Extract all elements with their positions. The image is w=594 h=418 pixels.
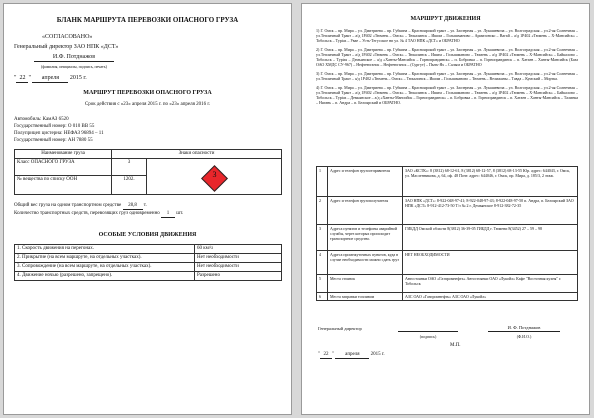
trailer-line: Полуприцеп цистерна: НЕФАЗ 96894 – 11	[14, 131, 104, 136]
special-label: 3. Сопровождение (на всем маршруте, на отдельных участках).	[15, 263, 195, 272]
special-row	[15, 254, 282, 263]
footer-day: 22	[320, 352, 332, 359]
agreed-label: «СОГЛАСОВАНО»	[42, 34, 93, 40]
info-label: Адреса промежуточных пунктов, куда в случае необходимости можно сдать груз	[328, 251, 403, 275]
vehicles-count-line	[14, 211, 183, 218]
footer-mp: М.П.	[450, 343, 461, 348]
info-row	[317, 167, 578, 197]
cargo-class-label: Класс ОПАСНОГО ГРУЗА	[15, 159, 112, 176]
footer-director: Генеральный директор	[318, 326, 362, 331]
footer-year: 2015 г.	[370, 352, 385, 357]
route-item: 3) Г. Омск – пр. Мира – ул. Дмитриева – пр. Губкина – Красноярский тракт – ул. Заозерная – ул. Лукашевича – ул. Волгоградская – ул.2-ая Солнечная – ул.Тепличный Тракт – а/д 1Р402 «Тюмень – Омск» – Тюкалинск – Ишим – Голышманово – Тюмень – Велижаны – Тавда – Кумский – Мортка.	[316, 71, 578, 81]
info-number: 6	[317, 293, 328, 301]
info-row	[317, 197, 578, 225]
info-row	[317, 275, 578, 293]
validity-line: Срок действия с «23» апреля 2015 г. по «23» апреля 2016 г.	[84, 102, 211, 107]
info-label: Места заправки топливом	[328, 293, 403, 301]
date-year: 2015 г.	[69, 75, 87, 81]
special-title: ОСОБЫЕ УСЛОВИЯ ДВИЖЕНИЯ	[98, 232, 197, 238]
total-weight-label: Общий вес груза на одном транспортном средстве	[14, 203, 122, 208]
special-value: 60 км/ч	[195, 245, 282, 254]
director-name: И.Ф. Потднажов	[34, 54, 114, 62]
info-number: 2	[317, 197, 328, 225]
right-title: МАРШРУТ ДВИЖЕНИЯ	[410, 16, 481, 22]
info-row	[317, 251, 578, 275]
route-list	[316, 28, 578, 109]
total-weight-value: 28,8	[123, 203, 143, 210]
date-month: апреля	[32, 75, 68, 83]
special-label: 4. Движение ночью (разрешено, запрещено).	[15, 272, 195, 281]
special-row	[15, 263, 282, 272]
route-info-table	[316, 166, 578, 301]
total-weight-line	[14, 203, 147, 210]
route-item: 2) Г. Омск – пр. Мира – ул. Дмитриева – пр. Губкина – Красноярский тракт – ул. Заозерная – ул. Лукашевича – ул. Волгоградская – ул.2-ая Солнечная – ул.Тепличный Тракт – а/д 1Р402 «Тюмень – Омск» – Тюкалинск – Ишим – Голышманово – Тюмень – а/д 1Р402 «Тюмень – Х-Мансийск» – Байкалово – Тобольск – Турtas – Демьянское – а/д «Ханты-Мансийск – Горноправдинск» – п. Бобровка – п. Горноправдинск – п. Хатаев – Ханты-Мансийск (База ОАО ХМДС СУ-967) – Нефтеюганск – Нефтеюганск – (Сургут) – Пыть-Ях – Салым и ОБРАТНО	[316, 47, 578, 67]
footer-name: И. Ф. Потднажов	[488, 325, 560, 332]
info-number: 1	[317, 167, 328, 197]
footer-name-hint: (Ф.И.О.)	[516, 334, 532, 339]
vehicles-count-value: 1	[161, 211, 175, 218]
info-row	[317, 225, 578, 251]
special-value: Нет необходимости	[195, 263, 282, 272]
cargo-header-name: Наименование груза	[15, 150, 112, 159]
cargo-un-label: № вещества по списку ООН	[15, 176, 112, 195]
right-page	[301, 3, 590, 415]
info-row	[317, 293, 578, 301]
info-label: Адрес и телефон грузоотправителя	[328, 167, 403, 197]
info-value: ЗАО НПК «ДСТ»: 8-922-048-97-41; 8-922-048-97-43; 8-922-048-97-50 п. Андра, п. Белоярский ЗАО НПК «ДСТ» 8-912-412-73-50 Т/з № 2 г. Демьянское 8-912-382-72-35	[403, 197, 578, 225]
director-line: Генеральный директор ЗАО НПК «ДСТ»	[14, 44, 119, 50]
left-title: БЛАНК МАРШРУТА ПЕРЕВОЗКИ ОПАСНОГО ГРУЗА	[56, 16, 239, 24]
special-label: 1. Скорость движения на перегонах.	[15, 245, 195, 254]
special-label: 2. Прикрытие (на всем маршруте, на отдельных участках).	[15, 254, 195, 263]
info-value: ГИБДД Омской области 8(3812) 36-39-05 ГИБДД г. Тюмени 8(3452) 27 – 59 – 98	[403, 225, 578, 251]
signature-line	[398, 331, 458, 332]
vehicles-count-unit: шт.	[176, 211, 184, 216]
info-value: ЗАО «КСТК»: 8 (3812) 68-12-61, 8 (3812) 68-12-57, 8 (3812) 68-13-55 Юр. адрес: 644043, г. Омск, ул. Масленникова, д. 64, оф. 48 Почт. адрес: 644046, г. Омск, пр. Мира, д. 185/3, 2 этаж.	[403, 167, 578, 197]
hazard-sign-number: 3	[212, 170, 217, 180]
info-number: 3	[317, 225, 328, 251]
hazard-sign-cell	[147, 159, 282, 195]
info-number: 4	[317, 251, 328, 275]
signature-hint: (фамилия, инициалы, подпись, печать)	[41, 64, 107, 69]
info-value: Автостоянки ОАО «Газпромнефть» Автостоянки ОАО «Лукойл» Кафе "Восточная кухня" г. Тобольск	[403, 275, 578, 293]
special-value: Нет необходимости	[195, 254, 282, 263]
footer-date: " 22 " апреля 2015 г.	[318, 352, 385, 357]
info-label: Адреса пунктов и телефоны аварийной службы, через которых происходит транспортное средство.	[328, 225, 403, 251]
vehicles-count-label: Количество транспортных средств, перевозящих груз одновременно	[14, 211, 160, 216]
special-value: Разрешено	[195, 272, 282, 281]
info-label: Адрес и телефон грузополучателя	[328, 197, 403, 225]
special-row	[15, 272, 282, 281]
date-day: 22	[16, 75, 28, 83]
route-item: 1) Г. Омск – пр. Мира – ул. Дмитриева – пр. Губкина – Красноярский тракт – ул. Заозерная – ул. Лукашевича – ул. Волгоградская – ул.2-ая Солнечная – ул.Тепличный Тракт – а/д 1Р402 «Тюмень – Омск» – Тюкалинск – Ишим – Голышманово – Армизонско – Вагай – а/д 1Р402 «Тюмень – Х-Мансийск» – Тобольск – Турtas – Увае – Усть-Тегусское нп ул. № 4 ТАО НПК «ДСТ» и ОБРАТНО	[316, 28, 578, 43]
left-date: " 22 " апреля 2015 г.	[14, 75, 87, 81]
route-item: 4) Г. Омск – пр. Мира – ул. Дмитриева – пр. Губкина – Красноярский тракт – ул. Заозерная – ул. Лукашевича – ул. Волгоградская – ул.2-ая Солнечная – ул.Тепличный Тракт – а/д 1Р402 «Тюмень – Омск» – Тюкалинск – Ишим – Голышманово – Тюмень – а/д 1Р402 «Тюмень – Х-Мансийск» – Байкалово – Тобольск – Турtas – Демьянское – а/д «Ханты-Мансийск – Горноправдинск» – п. Бобровка – п. Горноправдинск – п. Хатаев – Ханты-Мансийск – Талинка – Нягань – п. Андра – п. Белоярский и ОБРАТНО.	[316, 85, 579, 105]
cargo-header-signs: Знаки опасности	[112, 150, 282, 159]
footer-month: апреля	[335, 352, 369, 359]
info-value: НЕТ НЕОБХОДИМОСТИ	[403, 251, 578, 275]
total-weight-unit: т.	[143, 203, 147, 208]
cargo-table	[14, 149, 282, 195]
footer-signature-hint: (подпись)	[419, 334, 437, 339]
plate-line: Государственный номер: О 010 ВВ 55	[14, 124, 95, 129]
vehicle-line: Автомобиль: КамАЗ 6520	[14, 117, 69, 122]
info-number: 5	[317, 275, 328, 293]
route-title: МАРШРУТ ПЕРЕВОЗКИ ОПАСНОГО ГРУЗА	[83, 90, 212, 96]
trailer-plate-line: Государственный номер: АН 7880 55	[14, 138, 93, 143]
special-row	[15, 245, 282, 254]
info-value: АЗС ОАО «Газпромнефть» АЗС ОАО «Лукойл»	[403, 293, 578, 301]
cargo-class-value: 3	[112, 159, 147, 176]
flammable-liquid-icon	[201, 165, 228, 192]
special-conditions-table	[14, 244, 282, 281]
cargo-un-value: 1202.	[112, 176, 147, 195]
left-page	[3, 3, 292, 415]
info-label: Места стоянок	[328, 275, 403, 293]
